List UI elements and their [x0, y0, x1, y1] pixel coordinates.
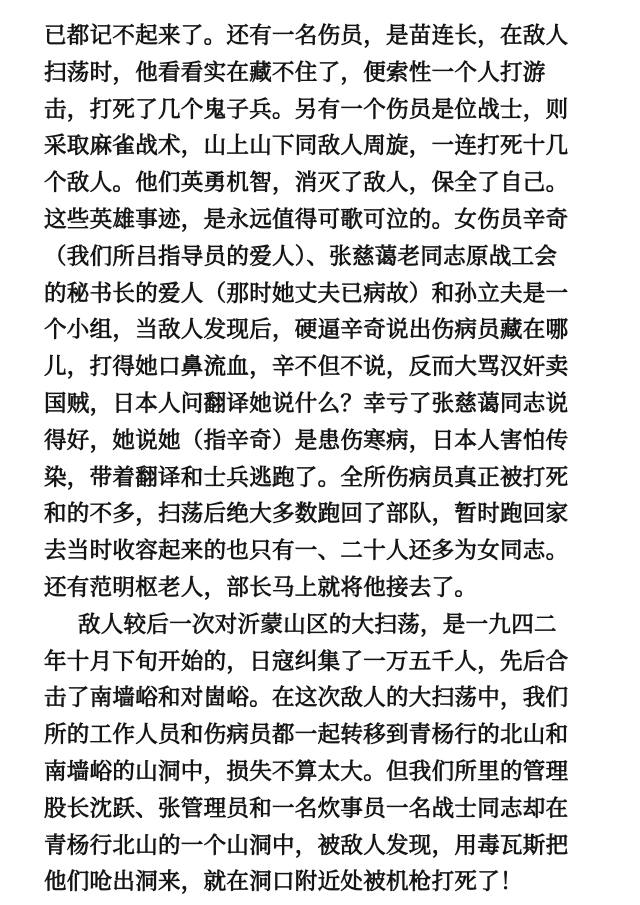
text-line: 他们呛出洞来，就在洞口附近处被机枪打死了！ — [44, 869, 523, 896]
text-line: 已都记不起来了。还有一名伤员，是苗连长，在敌人 — [44, 23, 569, 49]
text-line: 年十月下旬开始的，日寇纠集了一万五千人，先后合 — [44, 648, 569, 675]
text-line: 个敌人。他们英勇机智，消灭了敌人，保全了自己。 — [44, 170, 569, 197]
text-line: （我们所吕指导员的爱人）、张慈蔼老同志原战工会 — [44, 243, 558, 270]
text-line: 敌人较后一次对沂蒙山区的大扫荡，是一九四二 — [78, 611, 557, 638]
text-line: 去当时收容起来的也只有一、二十人还多为女同志。 — [44, 538, 569, 565]
text-line: 所的工作人员和伤病员都一起转移到青杨行的北山和 — [44, 722, 569, 749]
text-line: 国贼，日本人问翻译她说什么？幸亏了张慈蔼同志说 — [44, 390, 569, 417]
text-body — [44, 18, 640, 901]
text-line: 这些英雄事迹，是永远值得可歌可泣的。女伤员辛奇 — [44, 206, 569, 233]
text-line: 得好，她说她（指辛奇）是患伤寒病，日本人害怕传 — [44, 427, 569, 454]
text-line: 采取麻雀战术，山上山下同敌人周旋，一连打死十几 — [44, 133, 569, 160]
text-line: 染，带着翻译和士兵逃跑了。全所伤病员真正被打死 — [44, 464, 569, 491]
text-line: 青杨行北山的一个山洞中，被敌人发现，用毒瓦斯把 — [44, 832, 569, 859]
text-line: 还有范明枢老人，部长马上就将他接去了。 — [44, 574, 478, 601]
text-line: 南墙峪的山洞中，损失不算太大。但我们所里的管理 — [44, 758, 569, 785]
text-line: 击，打死了几个鬼子兵。另有一个伤员是位战士，则 — [44, 96, 569, 123]
text-line: 扫荡时，他看看实在藏不住了，便索性一个人打游 — [44, 59, 546, 86]
text-line: 儿，打得她口鼻流血，辛不但不说，反而大骂汉奸卖 — [44, 354, 569, 381]
text-line: 股长沈跃、张管理员和一名炊事员一名战士同志却在 — [44, 795, 569, 822]
text-line: 个小组，当敌人发现后，硬逼辛奇说出伤病员藏在哪 — [44, 317, 569, 344]
text-line: 击了南墙峪和对崮峪。在这次敌人的大扫荡中，我们 — [44, 685, 569, 712]
text-line: 的秘书长的爱人（那时她丈夫已病故）和孙立夫是一 — [44, 280, 569, 307]
text-line: 和的不多，扫荡后绝大多数跑回了部队，暂时跑回家 — [44, 501, 569, 528]
